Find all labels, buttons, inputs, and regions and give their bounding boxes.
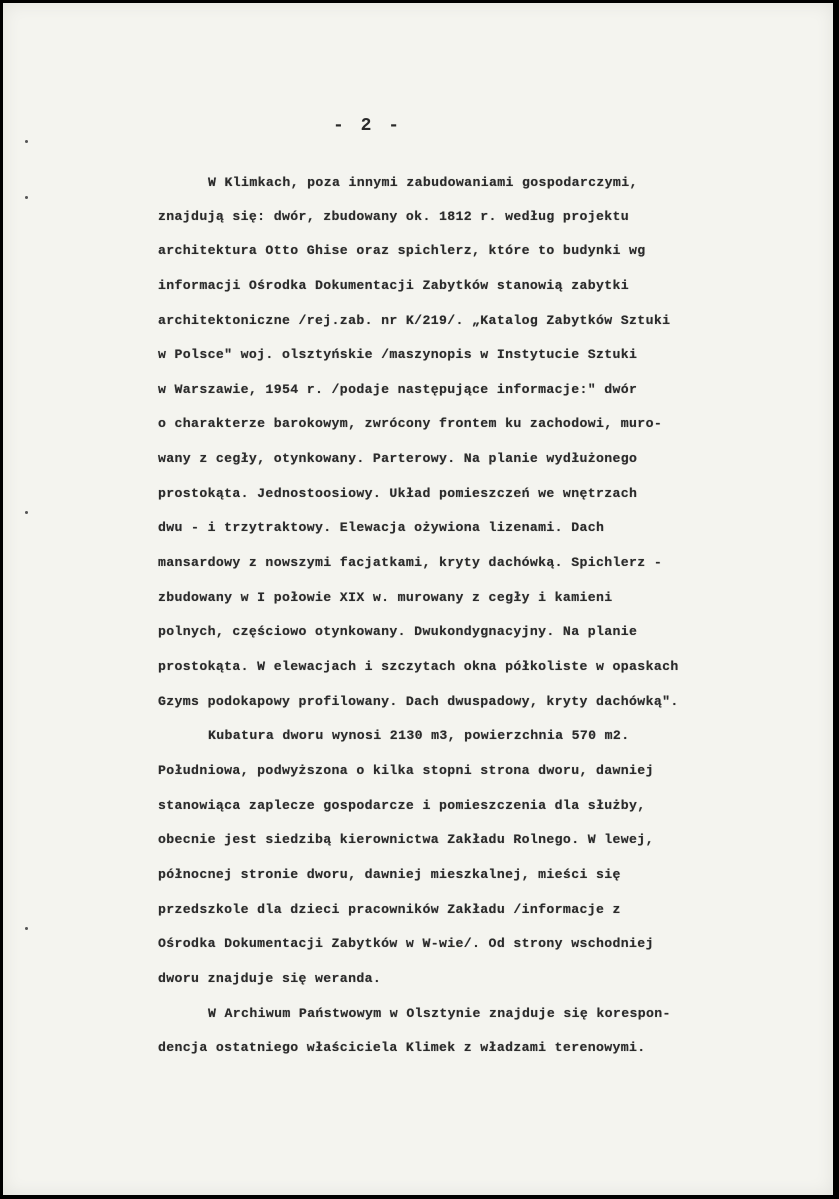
text-line: wany z cegły, otynkowany. Parterowy. Na planie wydłużonego: [158, 451, 638, 466]
text-line: W Archiwum Państwowym w Olsztynie znajduje się korespon-: [208, 1006, 671, 1021]
text-line: dwu - i trzytraktowy. Elewacja ożywiona lizenami. Dach: [158, 520, 605, 535]
text-line: dworu znajduje się weranda.: [158, 971, 382, 986]
text-line: zbudowany w I połowie XIX w. murowany z cegły i kamieni: [158, 590, 613, 605]
text-line: o charakterze barokowym, zwrócony frontem ku zachodowi, muro-: [158, 416, 663, 431]
text-line: przedszkole dla dzieci pracowników Zakładu /informacje z: [158, 902, 621, 917]
text-line: Kubatura dworu wynosi 2130 m3, powierzchnia 570 m2.: [208, 728, 630, 743]
text-line: W Klimkach, poza innymi zabudowaniami gospodarczymi,: [208, 175, 638, 190]
text-line: znajdują się: dwór, zbudowany ok. 1812 r. według projektu: [158, 209, 630, 224]
page-number: - 2 -: [333, 116, 403, 136]
text-line: architektura Otto Ghise oraz spichlerz, które to budynki wg: [158, 243, 646, 258]
margin-speck: [25, 140, 28, 143]
text-line: Gzyms podokapowy profilowany. Dach dwuspadowy, kryty dachówką".: [158, 694, 679, 709]
text-line: stanowiąca zaplecze gospodarcze i pomieszczenia dla służby,: [158, 798, 646, 813]
text-line: architektoniczne /rej.zab. nr K/219/. „Katalog Zabytków Sztuki: [158, 313, 671, 328]
text-line: północnej stronie dworu, dawniej mieszkalnej, mieści się: [158, 867, 621, 882]
text-line: prostokąta. W elewacjach i szczytach okna półkoliste w opaskach: [158, 659, 679, 674]
text-line: polnych, częściowo otynkowany. Dwukondygnacyjny. Na planie: [158, 624, 638, 639]
text-line: prostokąta. Jednostoosiowy. Układ pomieszczeń we wnętrzach: [158, 486, 638, 501]
margin-speck: [25, 511, 28, 514]
text-line: obecnie jest siedzibą kierownictwa Zakładu Rolnego. W lewej,: [158, 832, 654, 847]
text-line: mansardowy z nowszymi facjatkami, kryty dachówką. Spichlerz -: [158, 555, 663, 570]
text-line: w Polsce" woj. olsztyńskie /maszynopis w Instytucie Sztuki: [158, 347, 638, 362]
document-page: [3, 3, 833, 1195]
margin-speck: [25, 927, 28, 930]
margin-speck: [25, 196, 28, 199]
text-line: informacji Ośrodka Dokumentacji Zabytków stanowią zabytki: [158, 278, 630, 293]
text-line: w Warszawie, 1954 r. /podaje następujące informacje:" dwór: [158, 382, 638, 397]
text-line: Ośrodka Dokumentacji Zabytków w W-wie/. Od strony wschodniej: [158, 936, 654, 951]
text-line: Południowa, podwyższona o kilka stopni strona dworu, dawniej: [158, 763, 654, 778]
text-line: dencja ostatniego właściciela Klimek z władzami terenowymi.: [158, 1040, 646, 1055]
